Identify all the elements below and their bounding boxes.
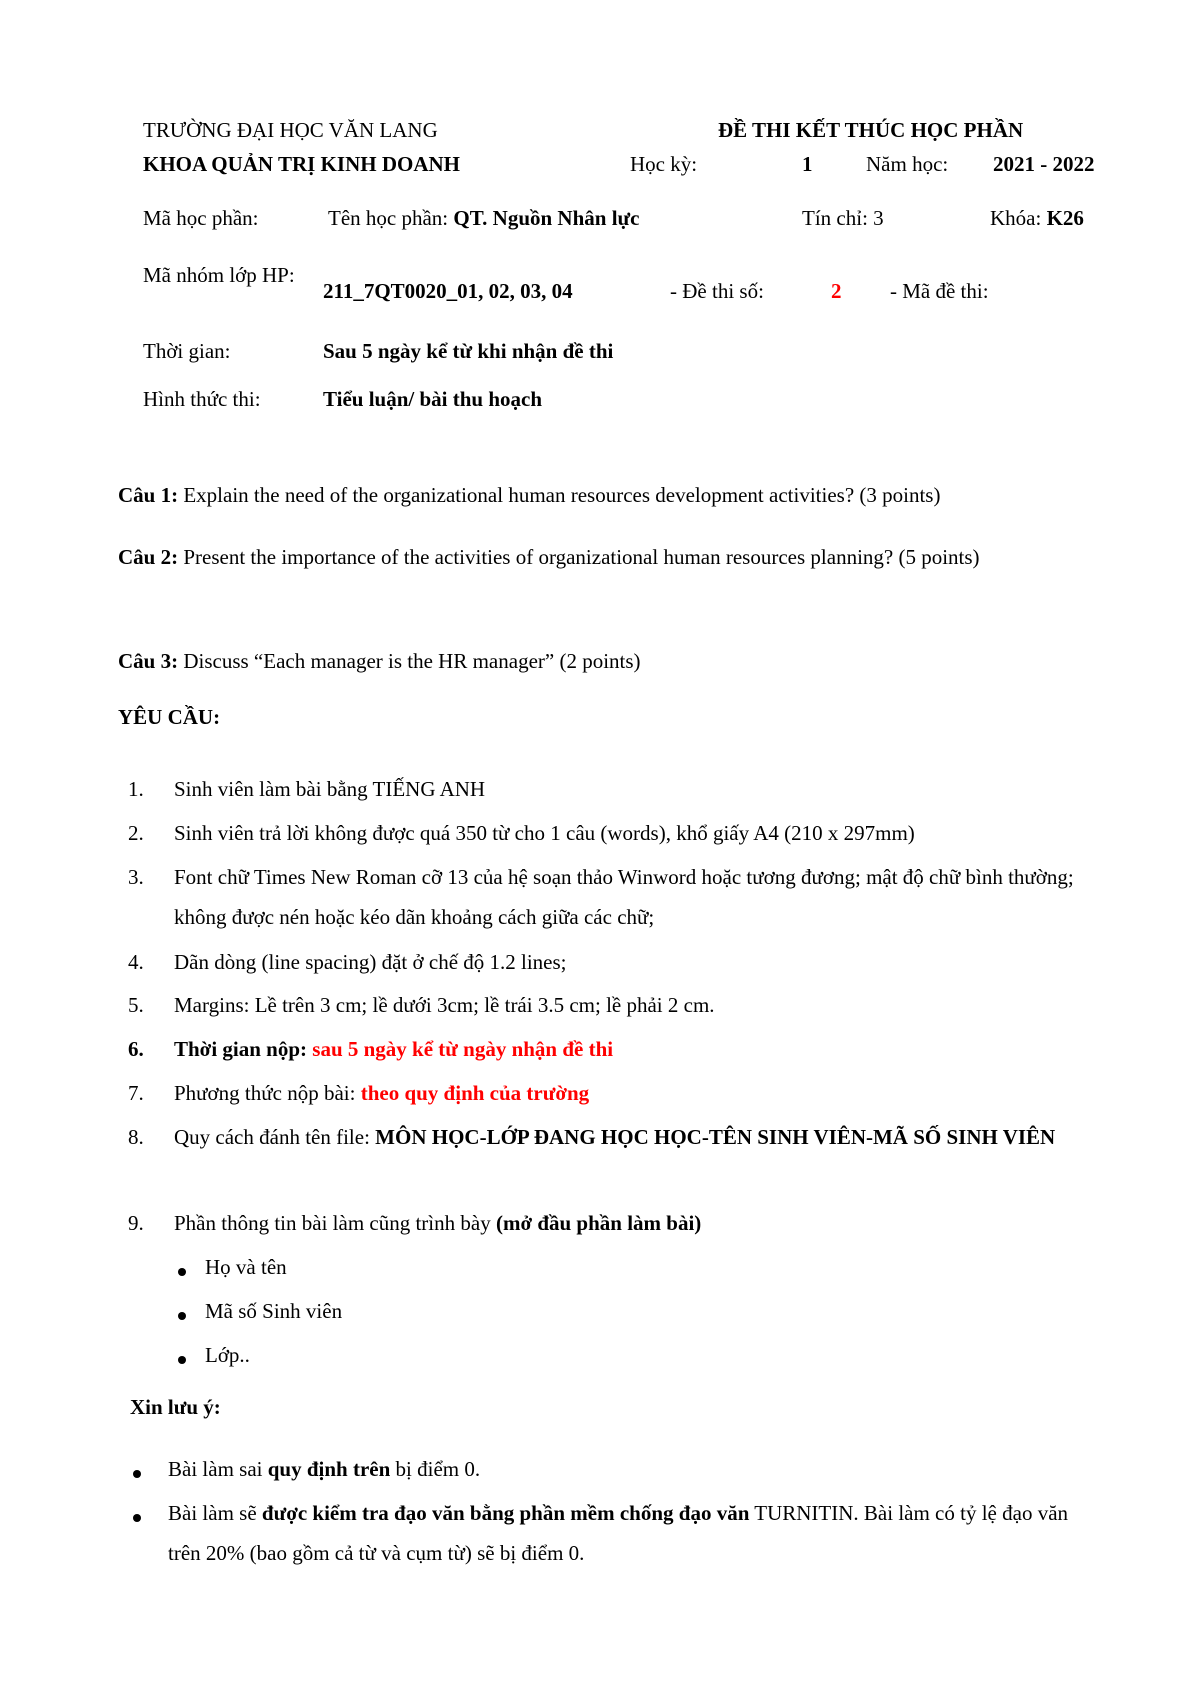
list-item: Font chữ Times New Roman cỡ 13 của hệ soạn thảo Winword hoặc tương đương; mật độ chữ bình thường; không được nén hoặc kéo dãn khoảng cách giữa các chữ; [174,865,1074,929]
list-item-emphasis: theo quy định của trường [360,1081,590,1105]
cohort [990,205,1084,231]
group-label: Mã nhóm lớp HP: [143,263,295,287]
note-1-emphasis: quy định trên [267,1457,391,1481]
requirements-title: YÊU CẦU: [118,705,221,729]
bullet-icon [178,1356,186,1364]
note-1 [168,1449,1080,1489]
list-item: Margins: Lề trên 3 cm; lề dưới 3cm; lề trái 3.5 cm; lề phải 2 cm. [174,993,715,1017]
note-2-text-end: TURNITIN. Bài làm có tỷ lệ đạo văn trên 20% (bao gồm cả từ và cụm từ) sẽ bị điểm 0. [168,1501,1069,1565]
semester-value: 1 [802,152,813,176]
cohort-value: K26 [1046,206,1084,230]
semester-label: Học kỳ: [630,152,698,176]
exam-number-value: 2 [831,279,842,303]
exam-title: ĐỀ THI KẾT THÚC HỌC PHẦN [718,118,1024,142]
sub-list-item: Họ và tên [205,1255,287,1279]
bullet-icon [178,1312,186,1320]
list-item-number: 2. [128,821,144,845]
list-item-number: 8. [128,1125,144,1149]
bullet-icon [133,1514,141,1522]
list-item-number: 5. [128,993,144,1017]
list-item: Sinh viên làm bài bằng TIẾNG ANH [174,777,486,801]
bullet-icon [133,1470,141,1478]
course-code-label: Mã học phần: [143,206,259,230]
list-item [174,1203,1074,1243]
list-item [174,1117,1074,1157]
group-value: 211_7QT0020_01, 02, 03, 04 [323,279,573,303]
exam-number-label: - Đề thi số: [670,279,764,303]
list-item-lead: Quy cách đánh tên file: [174,1125,376,1149]
school-name: TRƯỜNG ĐẠI HỌC VĂN LANG [143,118,438,142]
list-item-number: 4. [128,950,144,974]
note-2-text: Bài làm sẽ [168,1501,262,1525]
time-label: Thời gian: [143,339,231,363]
list-item-number: 1. [128,777,144,801]
question-3-label: Câu 3: [118,649,179,673]
list-item: Dãn dòng (line spacing) đặt ở chế độ 1.2 lines; [174,950,567,974]
question-2 [118,537,1080,577]
list-item-number: 6. [128,1037,144,1061]
note-2 [168,1493,1080,1573]
form-label: Hình thức thi: [143,387,261,411]
list-item-emphasis: MÔN HỌC-LỚP ĐANG HỌC HỌC-TÊN SINH VIÊN-MÃ SỐ SINH VIÊN [375,1125,1056,1149]
list-item [174,1029,1074,1069]
list-item-emphasis: (mở đầu phần làm bài) [495,1211,702,1235]
course-name [328,205,639,231]
list-item-lead: Phương thức nộp bài: [174,1081,361,1105]
list-item-lead: Thời gian nộp: [174,1037,313,1061]
course-name-value: QT. Nguồn Nhân lực [453,206,640,230]
faculty-name: KHOA QUẢN TRỊ KINH DOANH [143,152,460,176]
year-label: Năm học: [866,152,949,176]
bullet-icon [178,1268,186,1276]
question-1-label: Câu 1: [118,483,179,507]
note-1-text-end: bị điểm 0. [390,1457,481,1481]
credits: Tín chỉ: 3 [802,206,884,230]
question-3 [118,641,1080,681]
list-item: Sinh viên trả lời không được quá 350 từ cho 1 câu (words), khổ giấy A4 (210 x 297mm) [174,821,915,845]
course-name-label: Tên học phần: [328,206,454,230]
question-2-text: Present the importance of the activities of organizational human resources planning? (5 points) [178,545,980,569]
list-item-emphasis: sau 5 ngày kể từ ngày nhận đề thi [312,1037,614,1061]
sub-list-item: Lớp.. [205,1343,250,1367]
notes-title: Xin lưu ý: [130,1395,221,1419]
list-item-number: 3. [128,865,144,889]
time-value: Sau 5 ngày kể từ khi nhận đề thi [323,339,614,363]
question-2-label: Câu 2: [118,545,179,569]
list-item-number: 9. [128,1211,144,1235]
question-3-text: Discuss “Each manager is the HR manager” (2 points) [178,649,641,673]
list-item-number: 7. [128,1081,144,1105]
list-item-lead: Phần thông tin bài làm cũng trình bày [174,1211,496,1235]
question-1 [118,475,1080,515]
form-value: Tiểu luận/ bài thu hoạch [323,387,543,411]
cohort-label: Khóa: [990,206,1047,230]
question-1-text: Explain the need of the organizational human resources development activities? (3 points) [178,483,941,507]
note-1-text: Bài làm sai [168,1457,268,1481]
list-item [174,1073,1074,1113]
year-value: 2021 - 2022 [993,152,1095,176]
sub-list-item: Mã số Sinh viên [205,1299,343,1323]
exam-code-label: - Mã đề thi: [890,279,989,303]
note-2-emphasis: được kiểm tra đạo văn bằng phần mềm chống đạo văn [261,1501,750,1525]
